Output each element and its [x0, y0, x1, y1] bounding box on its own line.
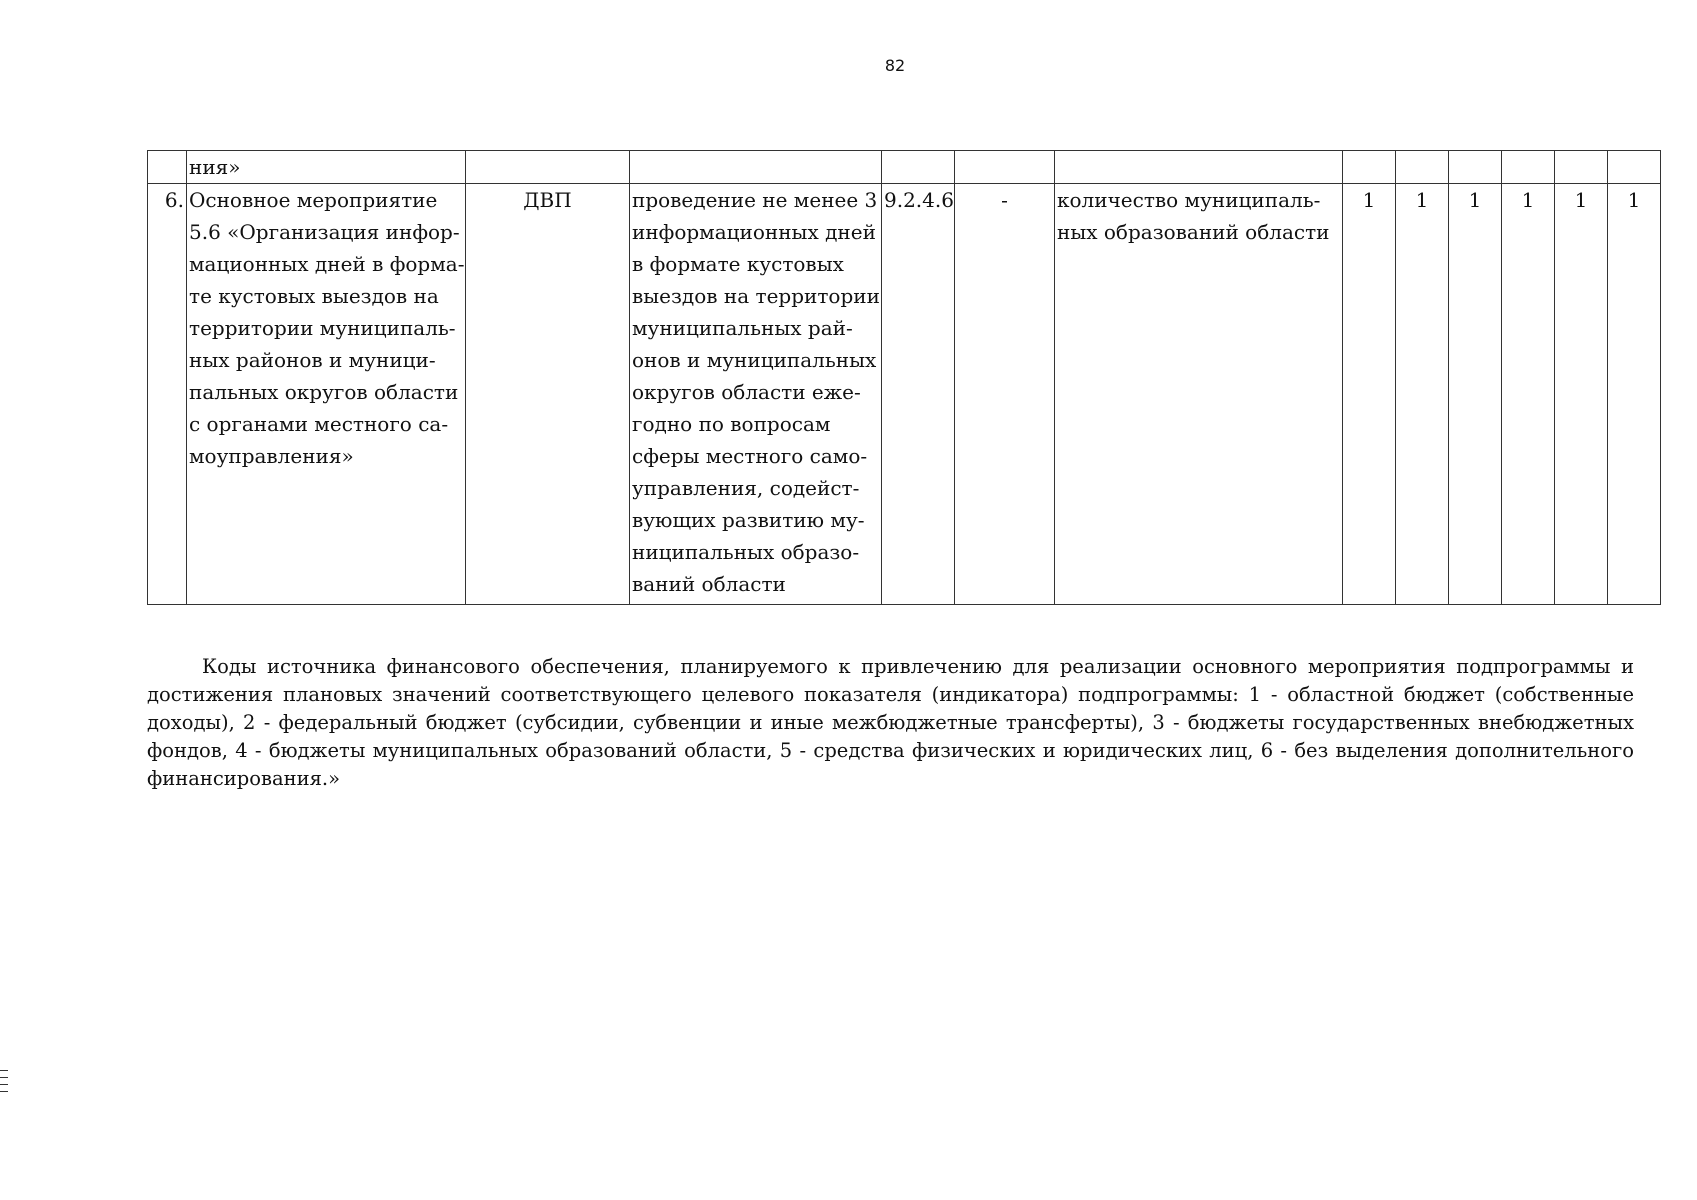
funding-codes-footnote: Коды источника финансового обеспечения, планируемого к привлечению для реализации основного мероприятия подпрограммы и достижения плановых значений соответствующего целевого показателя (индикатора) подпрограммы: 1 - областной бюджет (собственные доходы), 2 - федеральный бюджет (субсидии, субвенции и иные межбюджетные трансферты), 3 - бюджеты государственных внебюджетных фондов, 4 - бюджеты муниципальных образований области, 5 - средства физических и юридических лиц, 6 - без выделения дополнительного финансирования.» — [147, 654, 1634, 790]
table-row-continuation — [148, 151, 1661, 184]
year-value: 1 — [1502, 184, 1555, 605]
cell-empty — [1343, 151, 1396, 184]
cell-empty — [630, 151, 882, 184]
year-value: 1 — [1396, 184, 1449, 605]
cell-empty — [1396, 151, 1449, 184]
year-value: 1 — [1608, 184, 1661, 605]
year-value: 1 — [1449, 184, 1502, 605]
cell-empty — [1555, 151, 1608, 184]
cell-empty — [1502, 151, 1555, 184]
table-row — [148, 184, 1661, 605]
activity-name: Основное мероприятие 5.6 «Организация инфор- мационных дней в форма- те кустовых выездов на территории муниципаль- ных районов и муници- пальных округов области с органами местного са- моуправления» — [187, 184, 466, 605]
indicator-code: 9.2.4.6 — [882, 184, 955, 605]
executor: ДВП — [466, 184, 630, 605]
program-table — [147, 150, 1661, 605]
funding-source: - — [955, 184, 1055, 605]
margin-ticks — [0, 1070, 10, 1098]
target-indicator: количество муниципаль- ных образований области — [1055, 184, 1343, 605]
page-number: 82 — [884, 56, 906, 75]
cell-empty — [882, 151, 955, 184]
year-value: 1 — [1555, 184, 1608, 605]
year-value: 1 — [1343, 184, 1396, 605]
cell-name-continuation: ния» — [187, 151, 466, 184]
cell-empty — [1608, 151, 1661, 184]
cell-empty — [466, 151, 630, 184]
cell-empty — [955, 151, 1055, 184]
cell-empty — [148, 151, 187, 184]
cell-empty — [1449, 151, 1502, 184]
row-index: 6. — [148, 184, 187, 605]
expected-result: проведение не менее 3 информационных дней в формате кустовых выездов на территории муниципальных рай- онов и муниципальных округов области еже- годно по вопросам сферы местного само- управления, содейст- вующих развитию му- ниципальных образо- ваний области — [630, 184, 882, 605]
cell-empty — [1055, 151, 1343, 184]
